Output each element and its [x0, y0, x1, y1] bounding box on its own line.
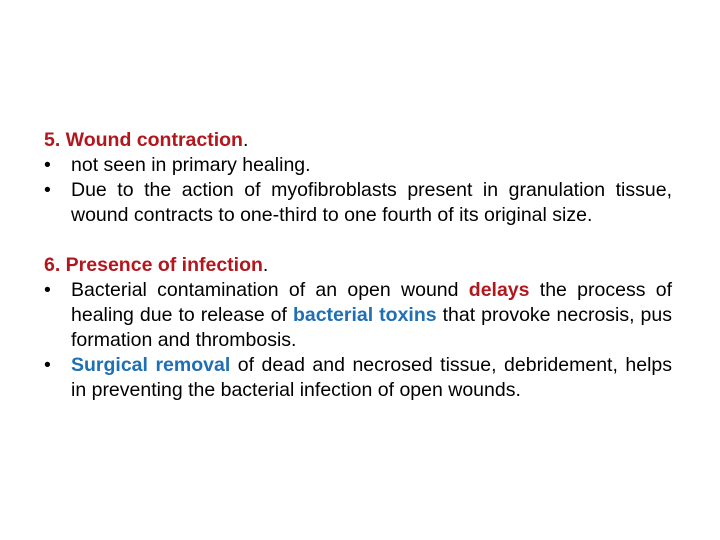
slide-content [44, 128, 672, 403]
bullet-marker: • [44, 179, 51, 201]
bullet-text: not seen in primary healing. [71, 154, 311, 176]
bullet-item [44, 278, 672, 353]
section-heading [44, 128, 672, 153]
bullet-text: that provoke necrosis, pus formation and thrombosis. [71, 304, 672, 351]
bullet-text: Bacterial contamination of an open wound [71, 279, 469, 301]
highlight-delays: delays [468, 279, 530, 301]
section-heading-text: 6. Presence of infection [44, 254, 263, 276]
highlight-surgical-removal: Surgical removal [71, 354, 231, 376]
bullet-marker: • [44, 354, 51, 376]
section-heading [44, 253, 672, 278]
section-wound-contraction [44, 128, 672, 228]
section-heading-suffix: . [242, 129, 249, 151]
bullet-text: the process of healing due to release of [71, 279, 673, 326]
section-presence-of-infection [44, 253, 672, 403]
bullet-text: Due to the action of myofibroblasts present in granulation tissue, wound contracts to one-third to one fourth of its original size. [71, 179, 672, 226]
bullet-item [44, 353, 672, 403]
highlight-bacterial-toxins: bacterial toxins [292, 304, 437, 326]
bullet-marker: • [44, 279, 51, 301]
section-heading-suffix: . [262, 254, 269, 276]
bullet-list [44, 278, 672, 403]
bullet-item [44, 153, 672, 178]
bullet-list [44, 153, 672, 228]
bullet-text: of dead and necrosed tissue, debridement, helps in preventing the bacterial infection of open wounds. [71, 354, 672, 401]
section-heading-text: 5. Wound contraction [44, 129, 243, 151]
bullet-marker: • [44, 154, 51, 176]
bullet-item [44, 178, 672, 228]
